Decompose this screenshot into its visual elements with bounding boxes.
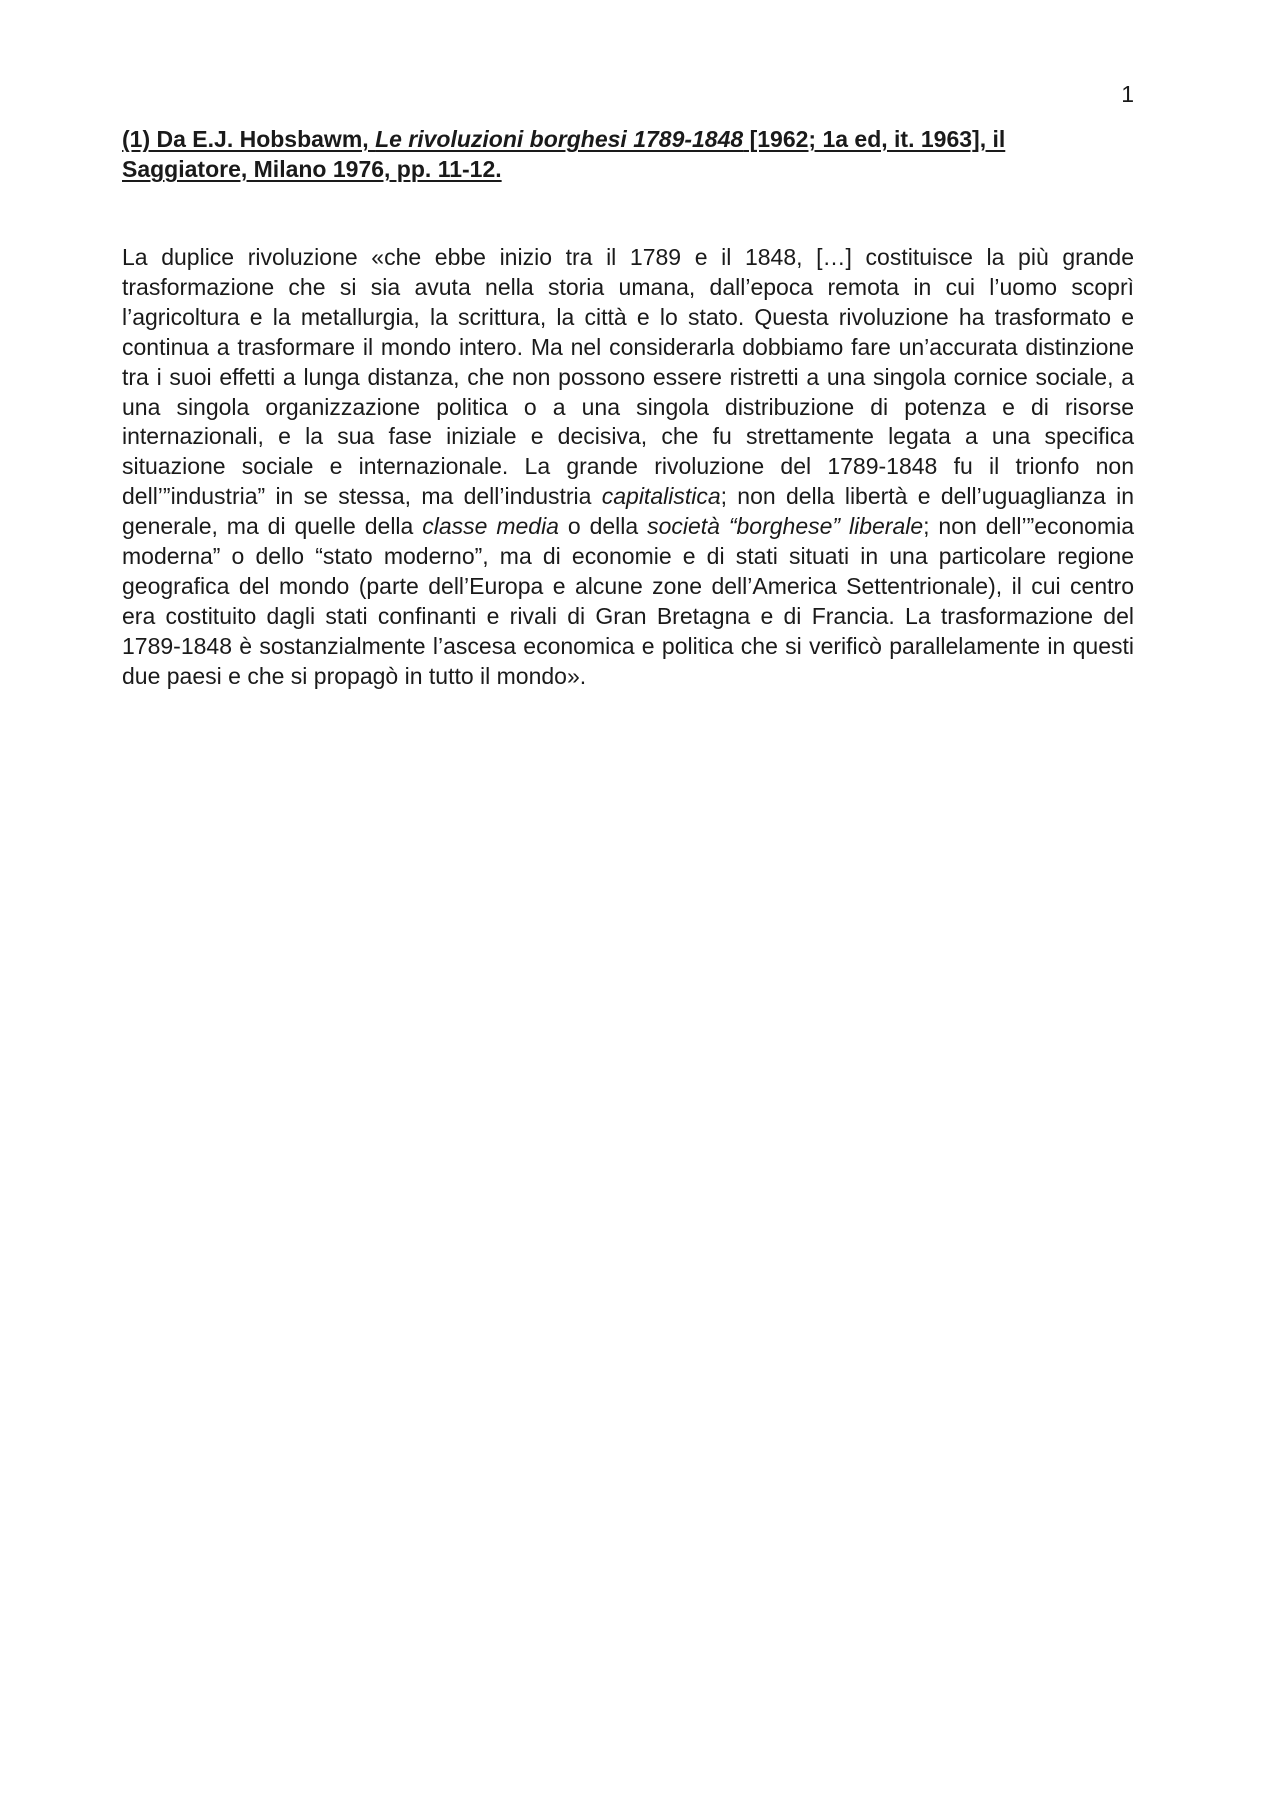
source-citation-heading (122, 124, 1134, 184)
citation-prefix: (1) Da E.J. Hobsbawm, (122, 126, 376, 152)
quoted-passage (122, 243, 1134, 692)
citation-suffix: [1962; 1a ed, it. 1963], il Saggiatore, Milano 1976, pp. 11-12. (122, 126, 1006, 182)
passage-text-3: o della (558, 513, 648, 540)
passage-italic-capitalistica: capitalistica (601, 483, 721, 510)
page-number: 1 (1121, 81, 1134, 107)
passage-text-2: ; non della libertà e dell’uguaglianza in generale, ma di quelle della (122, 483, 1134, 540)
passage-text-4: ; non dell’”economia moderna” o dello “stato moderno”, ma di economie e di stati situati in una particolare regione geografica del mondo (parte dell’Europa e alcune zone dell’America Settentrionale), il cui centro era costituito dagli stati confinanti e rivali di Gran Bretagna e di Francia. La trasformazione del 1789-1848 è sostanzialmente l’ascesa economica e politica che si verificò parallelamente in questi due paesi e che si propagò in tutto il mondo». (122, 513, 1135, 689)
passage-italic-societa-borghese: società “borghese” liberale (647, 513, 924, 540)
book-title: Le rivoluzioni borghesi 1789-1848 (375, 126, 744, 152)
passage-text-1: La duplice rivoluzione «che ebbe inizio tra il 1789 e il 1848, […] costituisce la più grande trasformazione che si sia avuta nella storia umana, dall’epoca remota in cui l’uomo scoprì l’agricoltura e la metallurgia, la scrittura, la città e lo stato. Questa rivoluzione ha trasformato e continua a trasformare il mondo intero. Ma nel considerarla dobbiamo fare un’accurata distinzione tra i suoi effetti a lunga distanza, che non possono essere ristretti a una singola cornice sociale, a una singola organizzazione politica o a una singola distribuzione di potenza e di risorse internazionali, e la sua fase iniziale e decisiva, che fu strettamente legata a una specifica situazione sociale e internazionale. La grande rivoluzione del 1789-1848 fu il trionfo non dell’”industria” in se stessa, ma dell’industria (122, 244, 1134, 510)
passage-italic-classe-media: classe media (422, 513, 559, 540)
